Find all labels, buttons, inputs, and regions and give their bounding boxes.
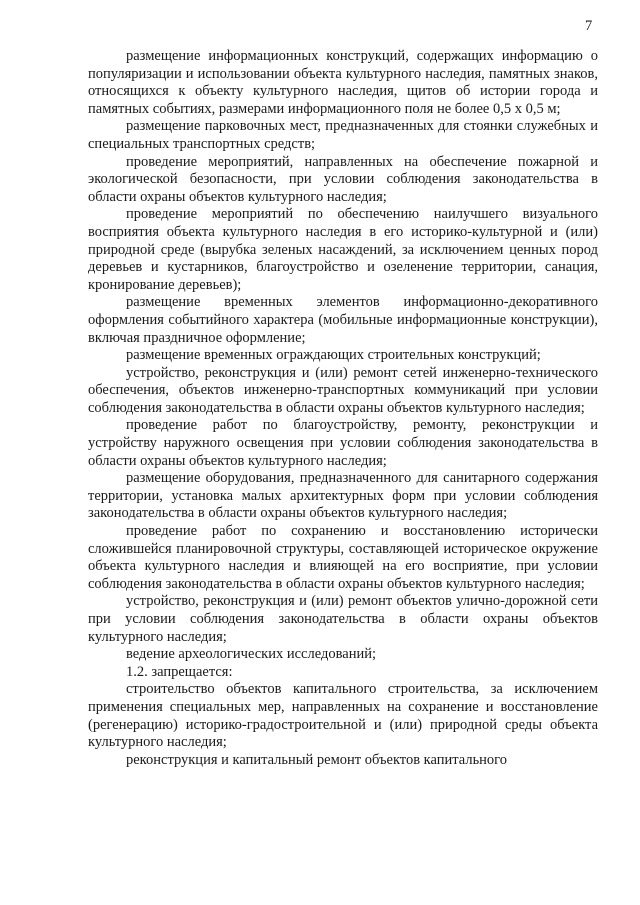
paragraph: размещение парковочных мест, предназначенных для стоянки служебных и специальных транспортных средств; (88, 118, 598, 152)
paragraph: проведение мероприятий, направленных на обеспечение пожарной и экологической безопасности, при условии соблюдения законодательства в области охраны объектов культурного наследия; (88, 153, 598, 205)
paragraph: размещение временных элементов информационно-декоративного оформления событийного характера (мобильные информационные конструкции), включая праздничное оформление; (88, 294, 598, 346)
page-number: 7 (585, 18, 593, 34)
paragraph: проведение мероприятий по обеспечению наилучшего визуального восприятия объекта культурного наследия в его историко-культурной и (или) природной среде (вырубка зеленых насаждений, за исключением ценных пород деревьев и кустарников, благоустройство и озеленение территории, санация, кронирование деревьев); (88, 206, 598, 293)
paragraph: проведение работ по благоустройству, ремонту, реконструкции и устройству наружного освещения при условии соблюдения законодательства в области охраны объектов культурного наследия; (88, 417, 598, 469)
section-heading: 1.2. запрещается: (126, 663, 233, 680)
paragraph: размещение оборудования, предназначенного для санитарного содержания территории, установка малых архитектурных форм при условии соблюдения законодательства в области охраны объектов культурного наследия; (88, 470, 598, 522)
paragraph: проведение работ по сохранению и восстановлению исторически сложившейся планировочной структуры, составляющей историческое окружение объекта культурного наследия и влияющей на его восприятие, при условии соблюдения законодательства в области охраны объектов культурного наследия; (88, 523, 598, 592)
paragraph: устройство, реконструкция и (или) ремонт сетей инженерно-технического обеспечения, объектов инженерно-транспортных коммуникаций при условии соблюдения законодательства в области охраны объектов культурного наследия; (88, 364, 598, 416)
paragraph: строительство объектов капитального строительства, за исключением применения специальных мер, направленных на сохранение и восстановление (регенерацию) историко-градостроительной и (или) природной среды объекта культурного наследия; (88, 681, 598, 751)
paragraph-continued: реконструкция и капитальный ремонт объектов капитального (126, 751, 508, 768)
document-body (88, 48, 598, 769)
paragraph: устройство, реконструкция и (или) ремонт объектов улично-дорожной сети при условии соблюдения законодательства в области охраны объектов культурного наследия; (88, 593, 598, 645)
paragraph: ведение археологических исследований; (126, 646, 377, 663)
paragraph: размещение временных ограждающих строительных конструкций; (126, 347, 541, 364)
paragraph: размещение информационных конструкций, содержащих информацию о популяризации и использовании объекта культурного наследия, памятных знаков, относящихся к объекту культурного наследия, щитов об истории города и памятных событиях, размерами информационного поля не более 0,5 х 0,5 м; (88, 48, 598, 117)
